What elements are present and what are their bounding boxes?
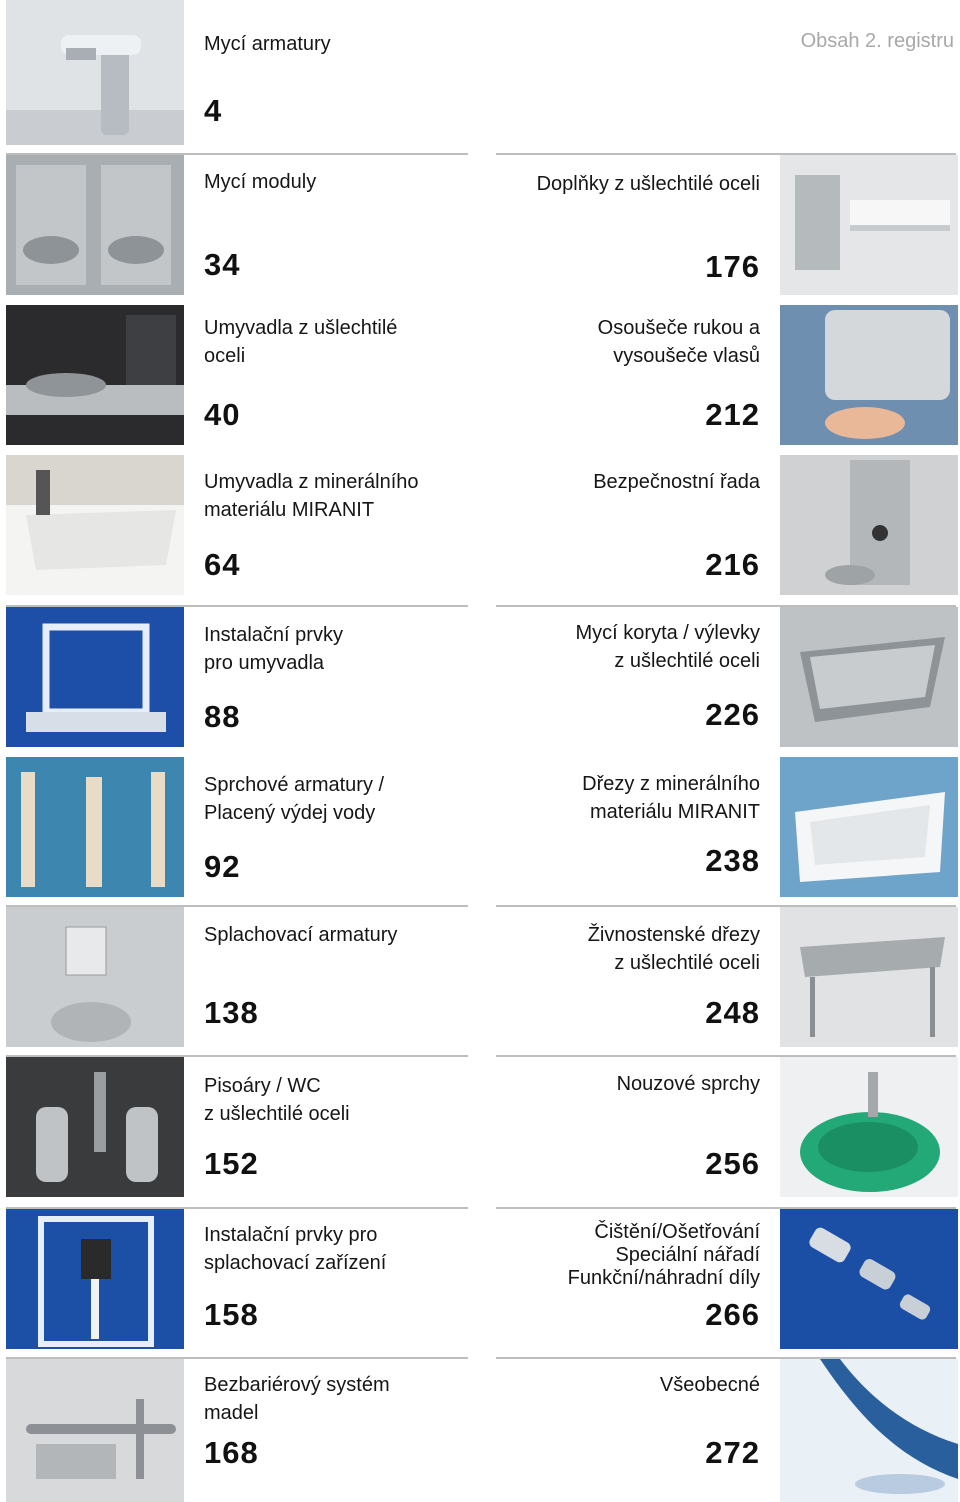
toc-label: Pisoáry / WC z ušlechtilé oceli — [204, 1075, 350, 1125]
toc-label: Dřezy z minerálního materiálu MIRANIT — [582, 773, 760, 823]
toc-label: Osoušeče rukou a vysoušeče vlasů — [597, 317, 760, 367]
flush-frame-photo — [6, 1209, 184, 1349]
toc-page-number: 168 — [204, 1435, 259, 1470]
toc-label: Mycí koryta / výlevky z ušlechtilé oceli — [575, 622, 760, 672]
toc-page-number: 34 — [204, 247, 241, 282]
toc-page-number: 4 — [204, 93, 223, 128]
toc-label: Mycí armatury — [204, 33, 331, 55]
emergency-shower-photo — [780, 1057, 958, 1197]
toc-page-number: 226 — [705, 697, 760, 732]
toc-page-number: 266 — [705, 1297, 760, 1332]
toc-page-number: 248 — [705, 995, 760, 1030]
hand-dryer-photo — [780, 305, 958, 445]
toc-label: Umyvadla z minerálního materiálu MIRANIT — [204, 471, 419, 521]
flush-fittings-photo — [6, 907, 184, 1047]
urinals-photo — [6, 1057, 184, 1197]
commercial-sink-photo — [780, 907, 958, 1047]
toc-page-number: 238 — [705, 843, 760, 878]
toc-label: Mycí moduly — [204, 171, 317, 193]
toc-page-number: 88 — [204, 699, 241, 734]
toc-label: Bezpečnostní řada — [593, 471, 760, 493]
toc-page-number: 92 — [204, 849, 241, 884]
toc-page-number: 152 — [204, 1146, 259, 1181]
wash-module-photo — [6, 155, 184, 295]
toc-label: Čištění/Ošetřování Speciální nářadí Funkční/náhradní díly — [567, 1221, 760, 1289]
toc-page-number: 256 — [705, 1146, 760, 1181]
toc-label: Doplňky z ušlechtilé oceli — [536, 173, 760, 195]
toc-page-number: 40 — [204, 397, 241, 432]
washing-trough-photo — [780, 607, 958, 747]
toc-page-number: 272 — [705, 1435, 760, 1470]
page-header-title: Obsah 2. registru — [800, 30, 954, 52]
water-photo — [780, 1359, 958, 1502]
toc-page-number: 216 — [705, 547, 760, 582]
toc-label: Sprchové armatury / Placený výdej vody — [204, 774, 385, 824]
toc-label: Bezbariérový systém madel — [204, 1374, 390, 1424]
toc-label: Instalační prvky pro umyvadla — [204, 624, 343, 674]
spare-parts-photo — [780, 1209, 958, 1349]
miranit-sink-photo — [780, 757, 958, 897]
miranit-basin-photo — [6, 455, 184, 595]
toc-page-number: 138 — [204, 995, 259, 1030]
shower-fittings-photo — [6, 757, 184, 897]
accessories-photo — [780, 155, 958, 295]
toc-page-number: 64 — [204, 547, 241, 582]
toc-label: Nouzové sprchy — [616, 1073, 760, 1095]
toc-page-number: 212 — [705, 397, 760, 432]
toc-label: Umyvadla z ušlechtilé oceli — [204, 317, 398, 367]
faucet-photo — [6, 0, 184, 145]
toc-label: Všeobecné — [659, 1374, 760, 1396]
toc-page-number: 158 — [204, 1297, 259, 1332]
toc-label: Instalační prvky pro splachovací zařízení — [204, 1224, 387, 1274]
grab-bars-photo — [6, 1359, 184, 1502]
toc-label: Živnostenské dřezy z ušlechtilé oceli — [587, 924, 760, 974]
installation-frame-photo — [6, 607, 184, 747]
toc-page-number: 176 — [705, 249, 760, 284]
steel-basin-photo — [6, 305, 184, 445]
toc-label: Splachovací armatury — [204, 924, 398, 946]
security-range-photo — [780, 455, 958, 595]
